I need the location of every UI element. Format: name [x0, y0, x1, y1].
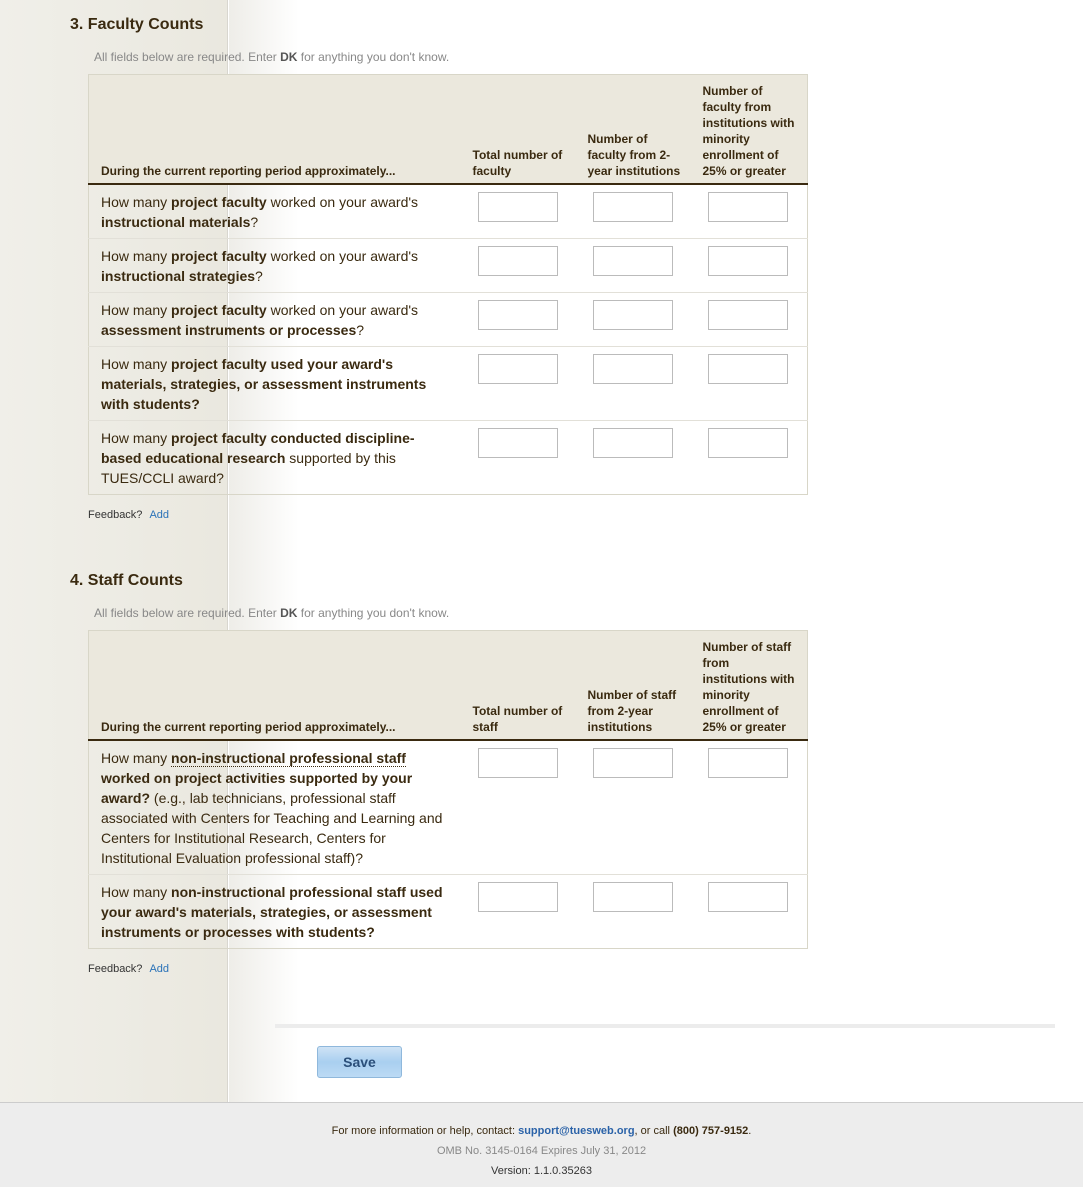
question-text: [89, 347, 463, 421]
question-segment: project faculty: [171, 302, 267, 318]
omb-number: OMB No. 3145-0164 Expires July 31, 2012: [436, 1145, 647, 1157]
total-count-input[interactable]: [478, 882, 558, 912]
note-text: for anything you don't know.: [297, 50, 450, 64]
note-text: for anything you don't know.: [297, 606, 450, 620]
cell-total: [463, 421, 578, 495]
counts-table: [88, 630, 808, 949]
question-segment: used your award's materials, strategies, or assessment instruments or processes with students?: [101, 884, 443, 940]
question-segment: project faculty: [171, 194, 267, 210]
question-segment: worked on your award's: [266, 248, 419, 264]
divider: [275, 1024, 1055, 1028]
save-button[interactable]: Save: [317, 1046, 402, 1078]
question-text: [89, 293, 463, 347]
contact-text: .: [748, 1125, 752, 1137]
column-header: During the current reporting period approximately...: [89, 631, 463, 741]
cell-two-year: [578, 347, 693, 421]
contact-line: [0, 1125, 1083, 1137]
staff-counts-section: [70, 572, 810, 975]
note-text: All fields below are required. Enter: [94, 50, 281, 64]
question-segment: instructional strategies: [101, 268, 256, 284]
two-year-count-input[interactable]: [593, 354, 673, 384]
cell-two-year: [578, 875, 693, 949]
minority-count-input[interactable]: [708, 246, 788, 276]
cell-total: [463, 293, 578, 347]
column-header: Number of staff from 2-year institutions: [578, 631, 693, 741]
question-text: [89, 421, 463, 495]
cell-minority: [693, 239, 808, 293]
feedback: [88, 509, 810, 521]
cell-minority: [693, 184, 808, 239]
two-year-count-input[interactable]: [593, 748, 673, 778]
minority-count-input[interactable]: [708, 354, 788, 384]
phone-number: (800) 757-9152: [673, 1125, 749, 1137]
question-segment: (e.g., lab technicians, professional staff associated with Centers for Teaching and Learning and Centers for Institutional Research, Centers for Institutional Evaluation professional staff)?: [101, 790, 443, 866]
total-count-input[interactable]: [478, 300, 558, 330]
cell-total: [463, 239, 578, 293]
question-segment: How many: [101, 302, 172, 318]
table-header: [89, 631, 808, 741]
table-row: [89, 875, 808, 949]
required-note: [94, 606, 810, 624]
required-note: [94, 50, 810, 68]
question-text: [89, 740, 463, 875]
column-header: Number of faculty from 2-year institutions: [578, 75, 693, 185]
total-count-input[interactable]: [478, 354, 558, 384]
minority-count-input[interactable]: [708, 300, 788, 330]
question-segment: ?: [356, 322, 365, 338]
table-row: [89, 421, 808, 495]
two-year-count-input[interactable]: [593, 300, 673, 330]
question-segment: How many: [101, 194, 172, 210]
table-row: [89, 740, 808, 875]
cell-two-year: [578, 421, 693, 495]
feedback-label: Feedback?: [88, 509, 143, 521]
column-header: Total number of faculty: [463, 75, 578, 185]
counts-table: [88, 74, 808, 495]
question-segment: non-instructional professional staff: [171, 750, 406, 766]
cell-minority: [693, 875, 808, 949]
question-segment: How many: [101, 356, 172, 372]
support-email-link[interactable]: support@tuesweb.org: [518, 1125, 635, 1137]
question-segment: non-instructional professional staff: [171, 884, 406, 900]
question-text: [89, 239, 463, 293]
table-row: [89, 184, 808, 239]
section-title: 4. Staff Counts: [70, 572, 183, 589]
contact-text: , or call: [634, 1125, 674, 1137]
add-feedback-link[interactable]: Add: [149, 509, 170, 521]
column-header: Number of faculty from institutions with minority enrollment of 25% or greater: [693, 75, 808, 185]
column-header: Total number of staff: [463, 631, 578, 741]
cell-minority: [693, 421, 808, 495]
contact-text: For more information or help, contact:: [331, 1125, 519, 1137]
cell-minority: [693, 347, 808, 421]
footer: [0, 1102, 1083, 1187]
column-header: Number of staff from institutions with minority enrollment of 25% or greater: [693, 631, 808, 741]
total-count-input[interactable]: [478, 246, 558, 276]
total-count-input[interactable]: [478, 748, 558, 778]
cell-two-year: [578, 184, 693, 239]
note-text: All fields below are required. Enter: [94, 606, 281, 620]
minority-count-input[interactable]: [708, 748, 788, 778]
two-year-count-input[interactable]: [593, 246, 673, 276]
question-segment: supported by this TUES/CCLI award?: [101, 450, 396, 486]
cell-two-year: [578, 293, 693, 347]
question-segment: ?: [250, 214, 259, 230]
question-segment: project faculty: [171, 248, 267, 264]
table-row: [89, 347, 808, 421]
cell-minority: [693, 740, 808, 875]
question-segment: assessment instruments or processes: [101, 322, 357, 338]
column-header: During the current reporting period approximately...: [89, 75, 463, 185]
faculty-counts-section: [70, 16, 810, 521]
minority-count-input[interactable]: [708, 192, 788, 222]
note-dk: DK: [280, 50, 298, 64]
minority-count-input[interactable]: [708, 882, 788, 912]
cell-total: [463, 184, 578, 239]
question-segment: worked on project activities supported by your award?: [101, 770, 413, 806]
feedback-label: Feedback?: [88, 963, 143, 975]
two-year-count-input[interactable]: [593, 882, 673, 912]
section-title: 3. Faculty Counts: [70, 16, 204, 33]
cell-minority: [693, 293, 808, 347]
question-segment: project faculty conducted discipline-based educational research: [101, 430, 415, 466]
two-year-count-input[interactable]: [593, 192, 673, 222]
cell-total: [463, 740, 578, 875]
cell-two-year: [578, 740, 693, 875]
table-row: [89, 293, 808, 347]
question-segment: ?: [255, 268, 263, 284]
total-count-input[interactable]: [478, 428, 558, 458]
cell-total: [463, 347, 578, 421]
minority-count-input[interactable]: [708, 428, 788, 458]
table-row: [89, 239, 808, 293]
question-segment: project faculty used your award's materials, strategies, or assessment instruments with students?: [101, 356, 427, 412]
question-text: [89, 875, 463, 949]
question-segment: How many: [101, 750, 172, 766]
add-feedback-link[interactable]: Add: [149, 963, 170, 975]
total-count-input[interactable]: [478, 192, 558, 222]
version: Version: 1.1.0.35263: [491, 1165, 592, 1177]
cell-total: [463, 875, 578, 949]
note-dk: DK: [280, 606, 298, 620]
question-segment: worked on your award's: [266, 302, 419, 318]
question-segment: How many: [101, 430, 172, 446]
two-year-count-input[interactable]: [593, 428, 673, 458]
cell-two-year: [578, 239, 693, 293]
question-segment: instructional materials: [101, 214, 251, 230]
feedback: [88, 963, 810, 975]
question-segment: How many: [101, 248, 172, 264]
question-segment: How many: [101, 884, 172, 900]
question-segment: worked on your award's: [266, 194, 419, 210]
question-text: [89, 184, 463, 239]
table-header: [89, 75, 808, 185]
